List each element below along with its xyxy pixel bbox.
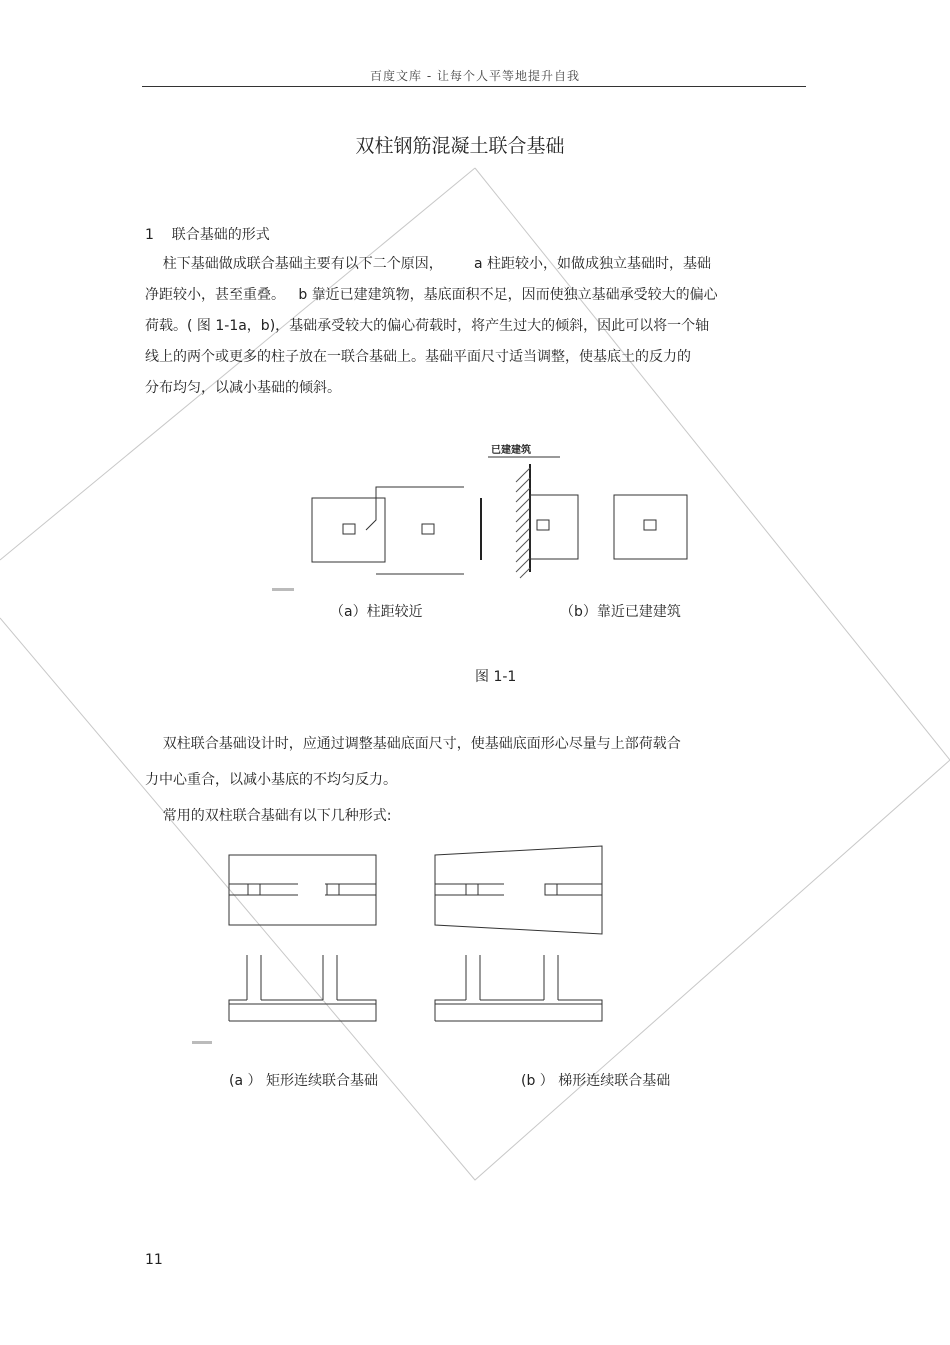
trap-footing-plan (435, 846, 602, 934)
figure-1-caption-a: （a）柱距较近 (330, 604, 423, 620)
rect-column-right (327, 884, 339, 895)
figure-2-caption-a: (a ） 矩形连续联合基础 (229, 1073, 378, 1089)
paragraph-2-line: 双柱联合基础设计时，应通过调整基础底面尺寸，使基础底面形心尽量与上部荷载合 (145, 736, 681, 752)
figure-1-caption-b: （b）靠近已建建筑 (560, 604, 681, 620)
trap-footing-elevation (435, 955, 602, 1021)
trap-column-left (466, 884, 478, 895)
page-title: 双柱钢筋混凝土联合基础 (355, 135, 565, 157)
figure-2-caption-b: (b ） 梯形连续联合基础 (521, 1073, 671, 1089)
paragraph-1-line: 线上的两个或更多的柱子放在一联合基础上。基础平面尺寸适当调整，使基底土的反力的 (145, 349, 691, 365)
existing-building-label: 已建建筑 (491, 445, 531, 456)
paragraph-1-line: 净距较小，甚至重叠。 b 靠近已建建筑物，基底面积不足，因而使独立基础承受较大的偏心 (145, 287, 718, 303)
header-text: 百度文库 - 让每个人平等地提升自我 (370, 69, 580, 83)
scale-mark (192, 1041, 212, 1044)
paragraph-2-line: 力中心重合，以减小基底的不均匀反力。 (145, 772, 397, 788)
rect-footing-elevation (229, 955, 376, 1021)
paragraph-1-line: 柱下基础做成联合基础主要有以下二个原因， a 柱距较小，如做成独立基础时，基础 (145, 256, 711, 272)
paragraph-1-line: 荷载。( 图 1-1a，b)，基础承受较大的偏心荷载时，将产生过大的倾斜，因此可以将一个轴 (145, 318, 710, 334)
page-number: 11 (145, 1252, 163, 1268)
paragraph-3: 常用的双柱联合基础有以下几种形式: (145, 808, 392, 824)
rect-footing-plan (229, 855, 376, 925)
paragraph-1-line: 分布均匀，以减小基础的倾斜。 (145, 380, 341, 396)
rect-column-left (248, 884, 260, 895)
trap-column-right (545, 884, 557, 895)
section-heading: 1 联合基础的形式 (145, 227, 270, 243)
figure-1-number: 图 1-1 (475, 669, 517, 685)
